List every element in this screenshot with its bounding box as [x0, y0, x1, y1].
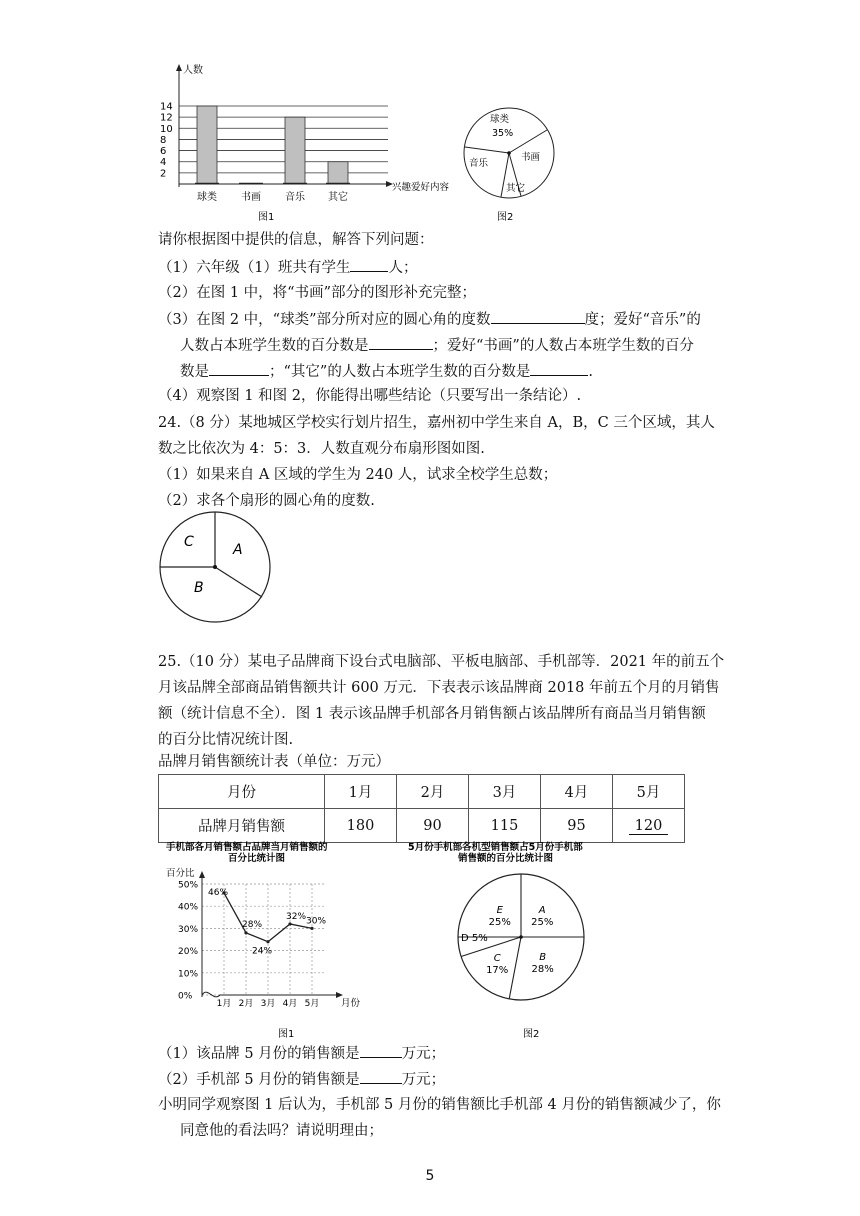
- interest-pie-chart: [455, 100, 565, 225]
- y-axis-arrow: [199, 871, 205, 878]
- q24-part2: （2）求各个扇形的圆心角的度数.: [158, 493, 375, 509]
- phone-model-pie-chart: [400, 840, 640, 1045]
- q23-part3-text: .: [588, 364, 593, 380]
- pie-label-balls: 球类: [490, 114, 510, 125]
- answer-blank[interactable]: [369, 335, 433, 350]
- y-tick-label: 0%: [178, 991, 193, 1002]
- q25-part1-tail: 万元；: [401, 1046, 446, 1062]
- pie-label-name: A: [538, 904, 546, 916]
- answer-blank[interactable]: [530, 361, 588, 376]
- data-point: [288, 922, 291, 925]
- q24-line1: 24.（8 分）某地城区学校实行划片招生，嘉州初中学生来自 A，B，C 三个区域，其人: [158, 415, 715, 431]
- pie-label-other: 其它: [506, 183, 526, 194]
- pie-label-pct: 25%: [488, 916, 511, 928]
- pie-label: D 5%: [461, 933, 488, 944]
- q25-line1: 25.（10 分）某电子品牌商下设台式电脑部、平板电脑部、手机部等．2021 年的前五个: [158, 654, 725, 670]
- q23-part3-line1: [158, 309, 701, 330]
- x-tick-label: 音乐: [285, 192, 305, 203]
- line-caption: 图1: [278, 1029, 295, 1040]
- line-ylabel: 百分比: [166, 868, 195, 879]
- x-tick-label: 5月: [304, 999, 320, 1009]
- y-tick-label: 4: [160, 157, 167, 169]
- x-tick-label: 其它: [328, 192, 348, 203]
- phone-percent-line-chart: [158, 840, 388, 1045]
- region-label-a: A: [233, 542, 243, 558]
- q23-part3-text: 人数占本班学生数的百分数是: [180, 338, 369, 354]
- pie-label-pct: 25%: [531, 916, 554, 928]
- table-cell: 4月: [541, 775, 613, 809]
- table-cell: 品牌月销售额: [159, 809, 325, 843]
- region-label-b: B: [194, 580, 204, 596]
- table-cell: 90: [397, 809, 469, 843]
- q23-part3-line3: [180, 361, 593, 382]
- table-cell: 95: [541, 809, 613, 843]
- table-cell: 3月: [469, 775, 541, 809]
- x-tick-label: 2月: [238, 999, 254, 1009]
- q25-line4: 的百分比情况统计图.: [158, 732, 294, 748]
- x-tick-label: 4月: [282, 999, 298, 1009]
- line-xlabel: 月份: [341, 998, 361, 1009]
- answer-blank[interactable]: [209, 361, 269, 376]
- pie-label-name: E: [496, 904, 503, 916]
- y-tick-label: 50%: [178, 880, 199, 891]
- region-label-c: C: [184, 534, 194, 550]
- q23-part3-text: ；爱好“书画”的人数占本班学生数的百分: [432, 338, 694, 354]
- bar-xlabel: 兴趣爱好内容: [392, 182, 450, 193]
- q23-part1-text: （1）六年级（1）班共有学生: [158, 260, 351, 276]
- sales-table: [158, 774, 685, 843]
- bar: [285, 117, 305, 184]
- q23-part2: （2）在图 1 中，将“书画”部分的图形补充完整；: [158, 285, 476, 301]
- pie2-title-1: 5月份手机部各机型销售额占5月份手机部: [408, 842, 583, 853]
- x-tick-label: 书画: [241, 192, 261, 203]
- table-cell: 180: [325, 809, 397, 843]
- answer-blank[interactable]: [360, 1069, 402, 1084]
- pie2-title-2: 销售额的百分比统计图: [458, 853, 554, 864]
- y-tick-label: 6: [160, 146, 167, 158]
- data-label: 30%: [306, 916, 327, 927]
- interest-bar-chart: [150, 60, 450, 230]
- answer-blank[interactable]: [360, 1043, 402, 1058]
- data-label: 28%: [242, 919, 263, 930]
- y-tick-label: 2: [160, 168, 167, 180]
- data-point: [266, 940, 269, 943]
- table-cell: [613, 809, 685, 843]
- q23-part3-text: （3）在图 2 中，“球类”部分所对应的圆心角的度数: [158, 312, 491, 328]
- y-tick-label: 20%: [178, 947, 199, 958]
- data-label: 24%: [252, 946, 273, 957]
- data-point: [244, 931, 247, 934]
- q23-part4: （4）观察图 1 和图 2，你能得出哪些结论（只要写出一条结论）.: [158, 388, 582, 404]
- bar-chart-bars: [195, 106, 350, 203]
- pie-label-painting: 书画: [521, 152, 541, 163]
- pie-label-music: 音乐: [469, 158, 489, 169]
- bar-ylabel: 人数: [183, 65, 203, 76]
- y-axis-arrow: [176, 64, 182, 71]
- data-label: 46%: [208, 887, 229, 898]
- q23-part3-text: 度；爱好“音乐”的: [584, 312, 701, 328]
- pie-label-name: B: [539, 952, 547, 964]
- bar: [197, 106, 217, 184]
- answer-blank[interactable]: [491, 309, 585, 324]
- x-tick-label: 3月: [260, 999, 276, 1009]
- line-chart-series: [208, 888, 326, 957]
- q24-line2: 数之比依次为 4：5：3．人数直观分布扇形图如图.: [158, 441, 485, 457]
- y-tick-label: 10%: [178, 969, 199, 980]
- x-tick-label: 1月: [216, 999, 232, 1009]
- data-label: 32%: [286, 911, 307, 922]
- table-title: 品牌月销售额统计表（单位：万元）: [158, 754, 390, 770]
- table-cell: 5月: [613, 775, 685, 809]
- pie-label-pct: 28%: [531, 964, 554, 976]
- line-title-1: 手机部各月销售额占品牌当月销售额的: [166, 842, 328, 853]
- x-tick-label: 球类: [197, 192, 217, 203]
- y-tick-label: 14: [160, 101, 173, 113]
- y-tick-label: 10: [160, 123, 173, 135]
- page-number: 5: [425, 1168, 435, 1184]
- y-tick-label: 8: [160, 134, 167, 146]
- region-pie-chart: [156, 508, 278, 630]
- q23-part1-tail: 人；: [388, 260, 418, 276]
- q25-line2: 月该品牌全部商品销售额共计 600 万元．下表表示该品牌商 2018 年前五个月的月销售: [158, 680, 720, 696]
- pie-label-balls-pct: 35%: [492, 128, 514, 139]
- y-tick-label: 12: [160, 112, 173, 124]
- y-tick-label: 40%: [178, 902, 199, 913]
- q24-part1: （1）如果来自 A 区域的学生为 240 人，试求全校学生总数；: [158, 467, 558, 483]
- q25-part2-tail: 万元；: [401, 1072, 446, 1088]
- y-tick-label: 30%: [178, 924, 199, 935]
- x-axis: [202, 992, 340, 997]
- q25-part1: [158, 1043, 445, 1064]
- data-point: [310, 927, 313, 930]
- pie-center: [519, 935, 523, 939]
- answer-blank[interactable]: [350, 257, 388, 272]
- line-title-2: 百分比统计图: [228, 853, 286, 864]
- table-cell: 1月: [325, 775, 397, 809]
- q25-part1-text: （1）该品牌 5 月份的销售额是: [158, 1046, 360, 1062]
- table-cell-underlined: 120: [629, 818, 669, 835]
- q25-part2: [158, 1069, 445, 1090]
- q23-part3-line2: [180, 335, 694, 356]
- q23-intro: 请你根据图中提供的信息，解答下列问题：: [158, 232, 434, 248]
- pie-label-name: C: [493, 953, 501, 965]
- table-row: [159, 809, 685, 843]
- table-cell: 月份: [159, 775, 325, 809]
- bar-caption: 图1: [258, 212, 275, 223]
- q25-part2-text: （2）手机部 5 月份的销售额是: [158, 1072, 360, 1088]
- q25-part3-line1: 小明同学观察图 1 后认为，手机部 5 月份的销售额比手机部 4 月份的销售额减少了，你: [158, 1097, 721, 1113]
- line-chart-grid: [178, 881, 326, 1002]
- table-cell: 115: [469, 809, 541, 843]
- q25-line3: 额（统计信息不全）．图 1 表示该品牌手机部各月销售额占该品牌所有商品当月销售额: [158, 706, 706, 722]
- q23-part3-text: ；“其它”的人数占本班学生数的百分数是: [269, 364, 531, 380]
- q23-part1: [158, 257, 417, 278]
- pie-label-pct: 17%: [486, 965, 509, 977]
- bar: [328, 162, 348, 184]
- table-cell: 2月: [397, 775, 469, 809]
- q23-part3-text: 数是: [180, 364, 209, 380]
- bar-chart-grid: [160, 102, 388, 180]
- pie-caption: 图2: [497, 212, 514, 223]
- table-row: [159, 775, 685, 809]
- pie2-caption: 图2: [523, 1029, 540, 1040]
- q25-part3-line2: 同意他的看法吗？请说明理由；: [180, 1123, 383, 1139]
